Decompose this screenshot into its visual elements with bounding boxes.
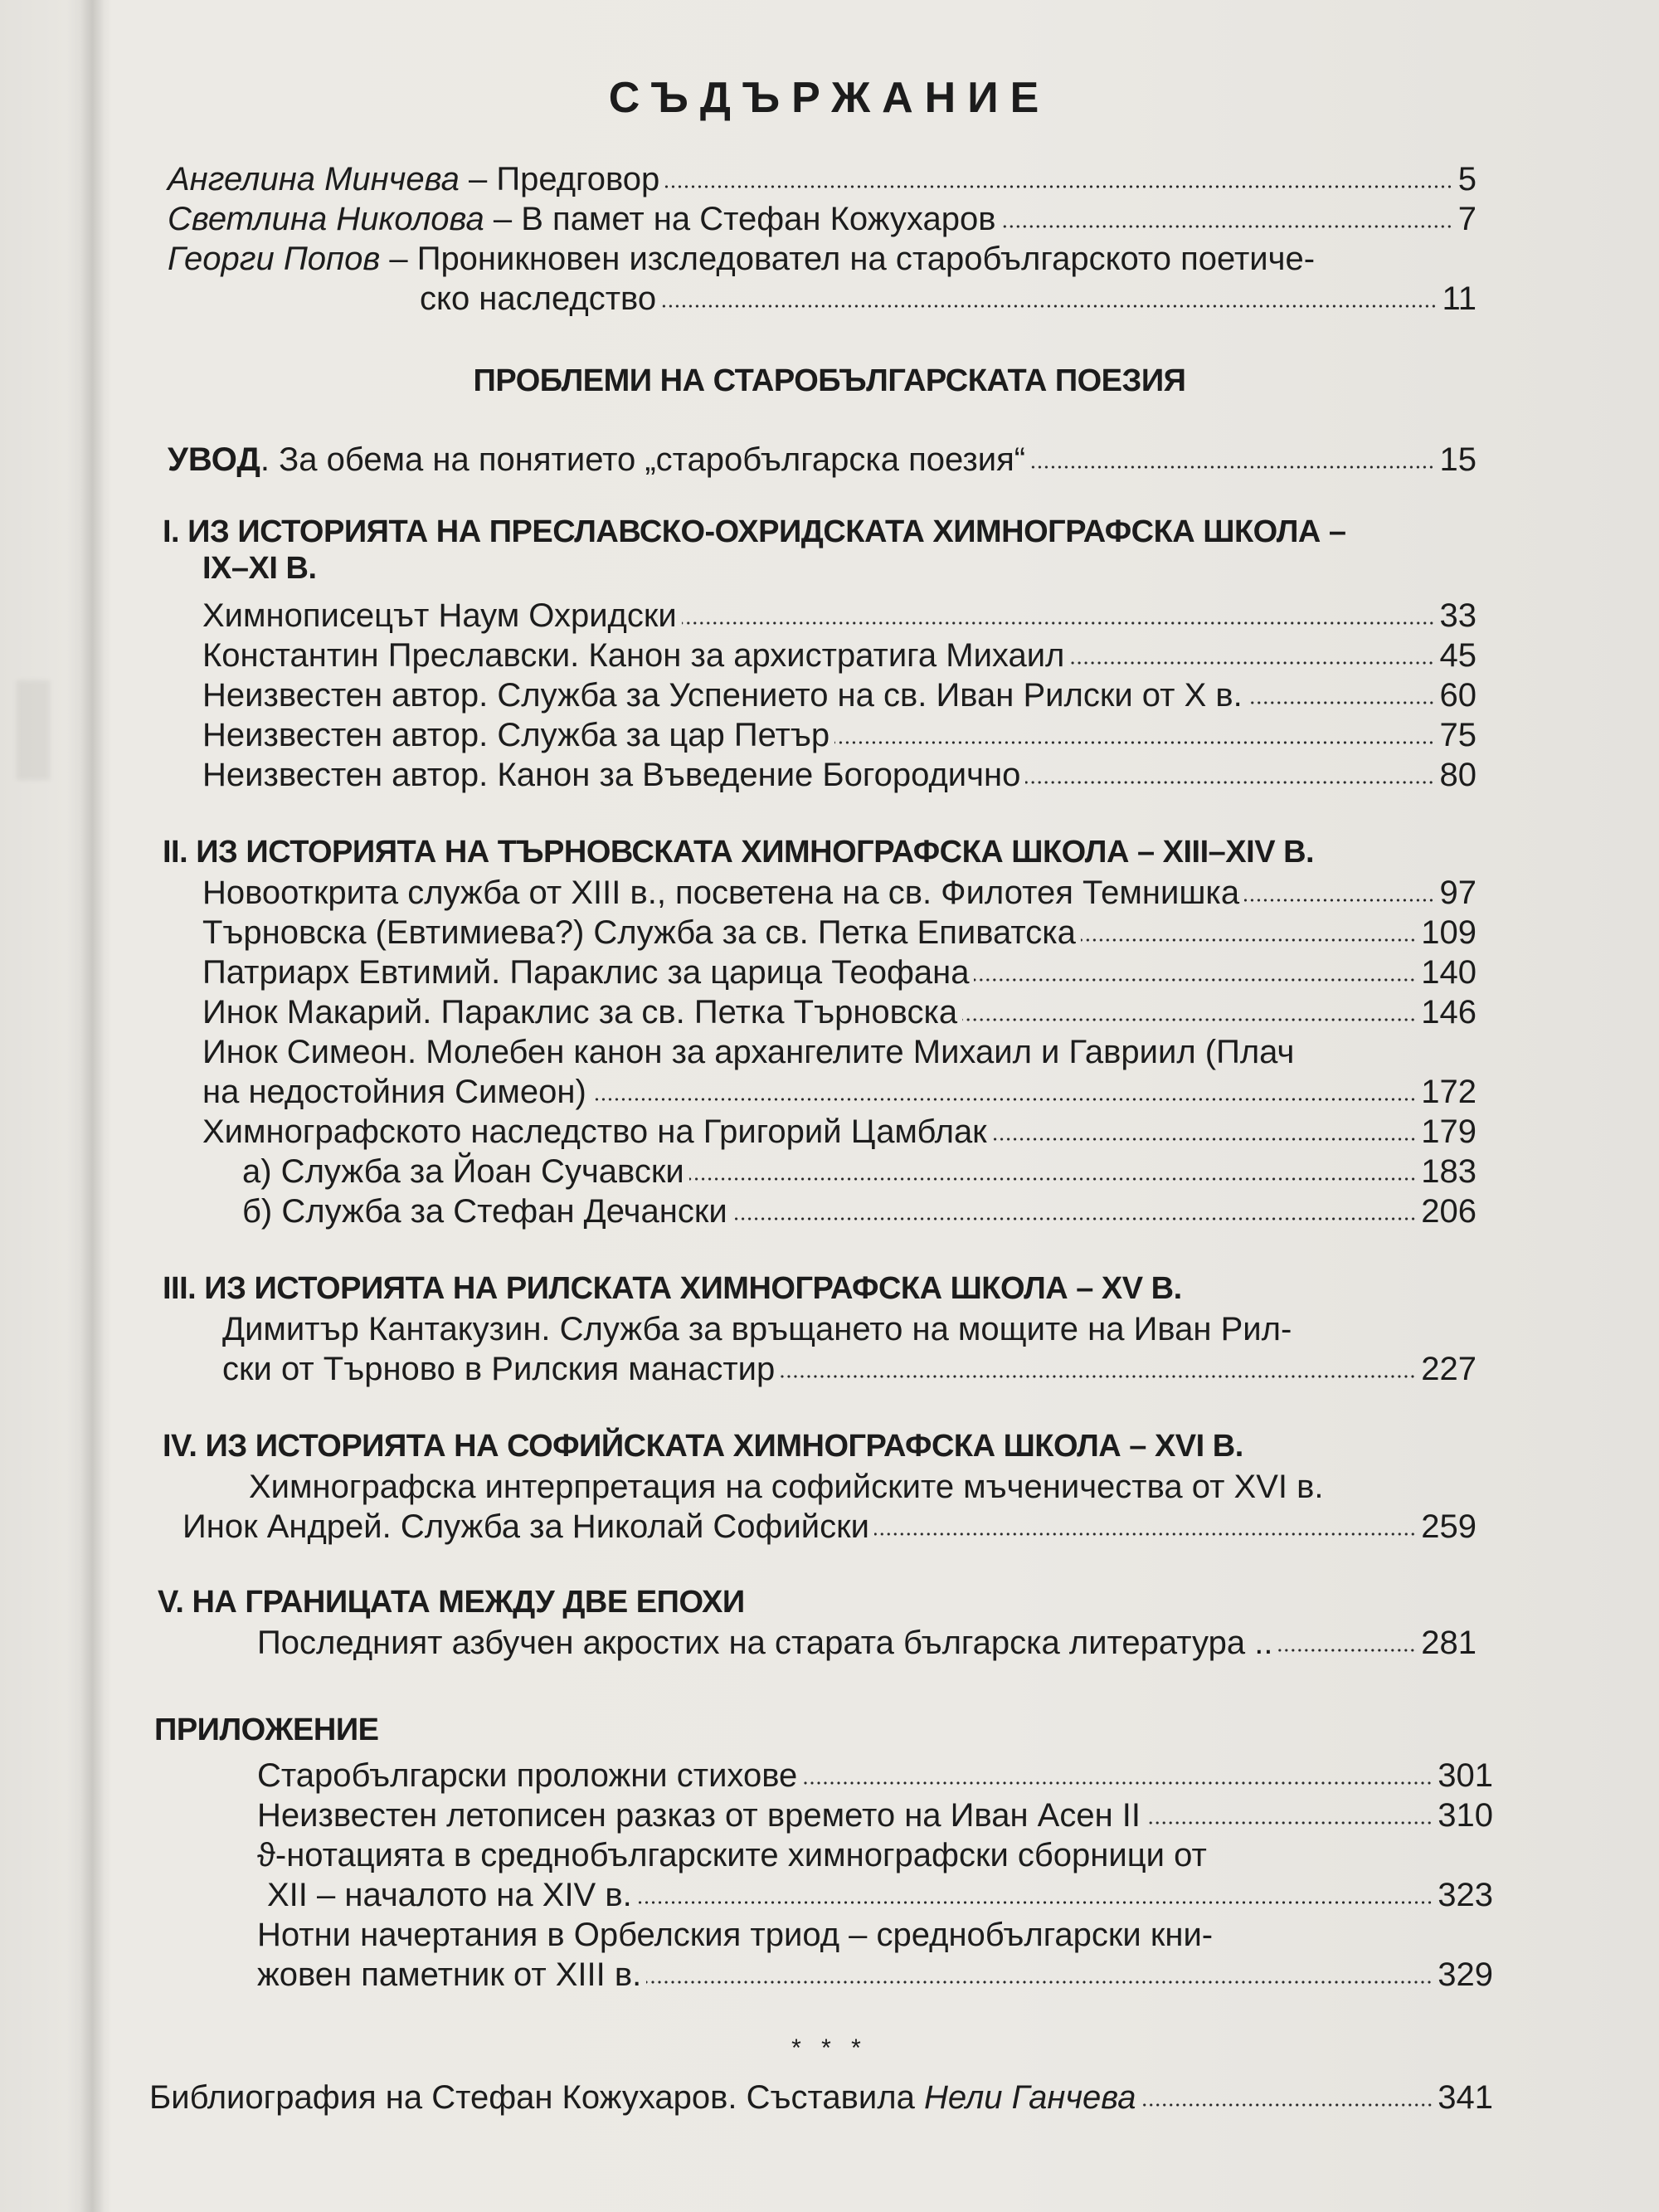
toc-entry[interactable] bbox=[202, 913, 1477, 953]
toc-entry[interactable] bbox=[257, 1795, 1493, 1835]
page-number: 329 bbox=[1438, 1956, 1493, 1993]
toc-entry-line1[interactable]: Димитър Кантакузин. Служба за връщането на мощите на Иван Рил- bbox=[222, 1311, 1292, 1347]
page-number: 179 bbox=[1421, 1113, 1477, 1150]
section-heading-5: V. НА ГРАНИЦАТА МЕЖДУ ДВЕ ЕПОХИ bbox=[158, 1585, 745, 1620]
entry-title: Старобългарски проложни стихове bbox=[257, 1757, 798, 1794]
intro-label: УВОД bbox=[168, 441, 260, 478]
toc-subentry[interactable] bbox=[242, 1152, 1477, 1191]
dot-leader bbox=[591, 1098, 1416, 1101]
entry-title: на недостойния Симеон) bbox=[202, 1074, 586, 1110]
dot-leader bbox=[1000, 225, 1452, 228]
entry-title: Търновска (Евтимиева?) Служба за св. Петка Епиватска bbox=[202, 914, 1076, 951]
book-gutter-shadow bbox=[80, 0, 105, 2212]
toc-entry-memoriam[interactable] bbox=[168, 199, 1477, 239]
dot-leader bbox=[1141, 2103, 1433, 2107]
entry-author: Светлина Николова bbox=[168, 201, 484, 237]
toc-entry[interactable] bbox=[202, 1072, 1477, 1112]
entry-title: Библиография на Стефан Кожухаров. Съставила bbox=[149, 2079, 924, 2116]
appendix-heading: ПРИЛОЖЕНИЕ bbox=[154, 1713, 379, 1747]
dot-leader bbox=[1248, 701, 1435, 704]
toc-title: СЪДЪРЖАНИЕ bbox=[608, 74, 1051, 122]
entry-title: XII – началото на XIV в. bbox=[267, 1877, 632, 1913]
page-number: 15 bbox=[1439, 441, 1477, 478]
page-number: 11 bbox=[1442, 280, 1477, 317]
dot-leader bbox=[661, 305, 1437, 308]
toc-entry-preface[interactable] bbox=[168, 159, 1477, 199]
entry-title: Химнографското наследство на Григорий Цамблак bbox=[202, 1113, 987, 1150]
page-number: 281 bbox=[1421, 1625, 1477, 1661]
dot-leader bbox=[780, 1375, 1416, 1378]
dot-leader bbox=[732, 1217, 1417, 1220]
toc-entry[interactable] bbox=[202, 873, 1477, 913]
toc-entry-line1[interactable]: ϑ-нотацията в среднобългарските химнографски сборници от bbox=[257, 1837, 1207, 1873]
entry-title: В памет на Стефан Кожухаров bbox=[521, 201, 996, 237]
dot-leader bbox=[1146, 1821, 1433, 1825]
dot-leader bbox=[646, 1981, 1433, 1984]
dot-leader bbox=[1277, 1649, 1416, 1652]
toc-entry[interactable] bbox=[202, 715, 1477, 755]
entry-title: Инок Андрей. Служба за Николай Софийски bbox=[182, 1508, 869, 1545]
toc-entry-line1[interactable]: Нотни начертания в Орбелския триод – среднобългарски кни- bbox=[257, 1917, 1214, 1953]
page-number: 80 bbox=[1439, 757, 1477, 793]
toc-entry-line1[interactable]: Инок Симеон. Молебен канон за архангелите Михаил и Гавриил (Плач bbox=[202, 1034, 1295, 1070]
entry-title: Предговор bbox=[496, 161, 660, 197]
page-number: 183 bbox=[1421, 1153, 1477, 1190]
dot-leader bbox=[962, 1018, 1416, 1021]
section-heading-4: IV. ИЗ ИСТОРИЯТА НА СОФИЙСКАТА ХИМНОГРАФСКА ШКОЛА – XVI В. bbox=[163, 1429, 1243, 1464]
entry-title: Химнописецът Наум Охридски bbox=[202, 597, 677, 634]
dot-leader bbox=[637, 1901, 1433, 1904]
toc-entry[interactable] bbox=[222, 1349, 1477, 1389]
page-number: 75 bbox=[1439, 717, 1477, 753]
entry-title: ско наследство bbox=[420, 280, 657, 317]
toc-entry[interactable] bbox=[202, 675, 1477, 715]
section-heading-2: II. ИЗ ИСТОРИЯТА НА ТЪРНОВСКАТА ХИМНОГРАФСКА ШКОЛА – XIII–XIV В. bbox=[163, 835, 1315, 870]
toc-entry-bibliography[interactable] bbox=[149, 2078, 1493, 2117]
toc-entry[interactable] bbox=[257, 1756, 1493, 1795]
page-number: 140 bbox=[1421, 954, 1477, 991]
entry-author: Ангелина Минчева bbox=[168, 161, 460, 197]
toc-entry[interactable] bbox=[202, 596, 1477, 636]
entry-title: Неизвестен автор. Служба за цар Петър bbox=[202, 717, 830, 753]
dot-leader bbox=[992, 1138, 1417, 1141]
dot-leader bbox=[664, 185, 1452, 188]
page-number: 60 bbox=[1439, 677, 1477, 714]
part-title: ПРОБЛЕМИ НА СТАРОБЪЛГАРСКАТА ПОЕЗИЯ bbox=[473, 363, 1186, 398]
toc-subentry[interactable] bbox=[242, 1191, 1477, 1231]
page-number: 206 bbox=[1421, 1193, 1477, 1230]
page-number: 146 bbox=[1421, 994, 1477, 1030]
entry-title: Новооткрита служба от XIII в., посветена на св. Филотея Темнишка bbox=[202, 875, 1240, 911]
toc-entry[interactable] bbox=[257, 1623, 1477, 1663]
entry-title: Инок Макарий. Параклис за св. Петка Търновска bbox=[202, 994, 958, 1030]
toc-entry-line1[interactable]: Химнографска интерпретация на софийските мъченичества от XVI в. bbox=[249, 1469, 1324, 1505]
dot-leader bbox=[1025, 781, 1434, 784]
dot-leader bbox=[834, 741, 1434, 744]
entry-sep: – bbox=[459, 161, 497, 197]
entry-title: Неизвестен автор. Канон за Въведение Богородично bbox=[202, 757, 1021, 793]
dot-leader bbox=[1081, 938, 1416, 942]
page-number: 7 bbox=[1457, 201, 1477, 237]
entry-title: жовен паметник от XIII в. bbox=[257, 1956, 642, 1993]
page-number: 323 bbox=[1438, 1877, 1493, 1913]
section-heading-1-cont: IX–XI В. bbox=[202, 551, 317, 586]
entry-title: Патриарх Евтимий. Параклис за царица Теофана bbox=[202, 954, 970, 991]
entry-compiler: Нели Ганчева bbox=[923, 2079, 1136, 2116]
section-separator: * * * bbox=[791, 2034, 868, 2062]
dot-leader bbox=[1069, 661, 1434, 665]
page-number: 301 bbox=[1438, 1757, 1493, 1794]
page-number: 172 bbox=[1421, 1074, 1477, 1110]
dot-leader bbox=[1244, 899, 1434, 902]
page-number: 45 bbox=[1439, 637, 1477, 674]
entry-title: ски от Търново в Рилския манастир bbox=[222, 1351, 776, 1387]
toc-entry[interactable] bbox=[182, 1507, 1477, 1547]
toc-entry-intro[interactable] bbox=[168, 440, 1477, 480]
page-number: 259 bbox=[1421, 1508, 1477, 1545]
entry-title: Неизвестен автор. Служба за Успението на св. Иван Рилски от X в. bbox=[202, 677, 1243, 714]
toc-entry[interactable] bbox=[202, 953, 1477, 992]
dot-leader bbox=[974, 978, 1416, 982]
toc-entry-popov-line1[interactable] bbox=[168, 239, 1315, 279]
facing-page-bleed bbox=[17, 680, 50, 780]
entry-title: . За обема на понятието „старобългарска поезия“ bbox=[260, 441, 1026, 478]
dot-leader bbox=[689, 1177, 1417, 1181]
entry-title: Константин Преславски. Канон за архистратига Михаил bbox=[202, 637, 1065, 674]
entry-title: Неизвестен летописен разказ от времето на Иван Асен II bbox=[257, 1797, 1141, 1834]
page-number: 33 bbox=[1439, 597, 1477, 634]
dot-leader bbox=[874, 1532, 1416, 1536]
toc-entry[interactable] bbox=[202, 1112, 1477, 1152]
entry-sep: – bbox=[484, 201, 522, 237]
toc-entry[interactable] bbox=[267, 1875, 1493, 1915]
page-number: 310 bbox=[1438, 1797, 1493, 1834]
page-number: 5 bbox=[1457, 161, 1477, 197]
entry-title: а) Служба за Йоан Сучавски bbox=[242, 1153, 684, 1190]
toc-entry[interactable] bbox=[202, 992, 1477, 1032]
entry-title: Проникновен изследовател на старобългарското поетиче- bbox=[416, 241, 1316, 277]
toc-entry-popov[interactable] bbox=[420, 279, 1477, 319]
toc-entry[interactable] bbox=[202, 636, 1477, 675]
entry-title: Последният азбучен акростих на старата българска литература .. bbox=[257, 1625, 1273, 1661]
toc-entry[interactable] bbox=[202, 755, 1477, 795]
section-heading-1: I. ИЗ ИСТОРИЯТА НА ПРЕСЛАВСКО-ОХРИДСКАТА ХИМНОГРАФСКА ШКОЛА – bbox=[163, 514, 1346, 549]
dot-leader bbox=[802, 1781, 1433, 1785]
entry-author: Георги Попов bbox=[168, 241, 381, 277]
dot-leader bbox=[682, 621, 1435, 625]
page-number: 227 bbox=[1421, 1351, 1477, 1387]
toc-entry[interactable] bbox=[257, 1955, 1493, 1995]
entry-title: б) Служба за Стефан Дечански bbox=[242, 1193, 727, 1230]
page-number: 109 bbox=[1421, 914, 1477, 951]
dot-leader bbox=[1030, 465, 1434, 469]
entry-sep: – bbox=[380, 241, 417, 277]
section-heading-3: III. ИЗ ИСТОРИЯТА НА РИЛСКАТА ХИМНОГРАФСКА ШКОЛА – XV В. bbox=[163, 1271, 1182, 1306]
page-number: 97 bbox=[1439, 875, 1477, 911]
page-number: 341 bbox=[1438, 2079, 1493, 2116]
